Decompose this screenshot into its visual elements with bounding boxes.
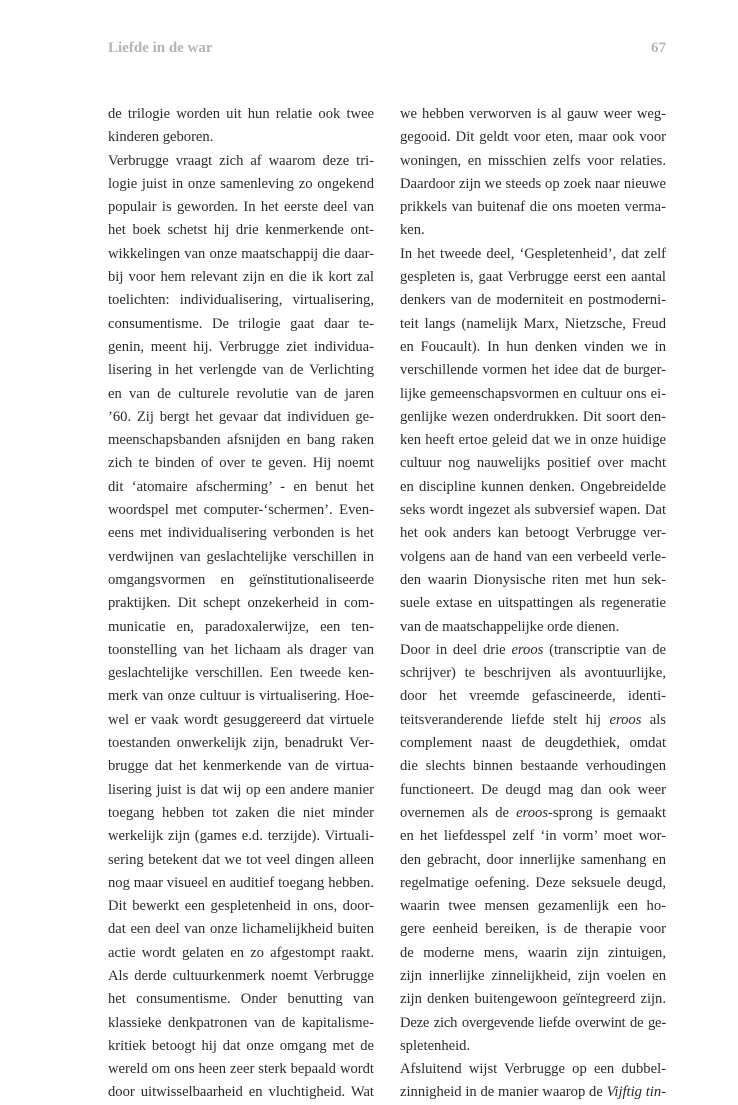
text-segment: teit langs (namelijk Marx, Nietzsche, Freud: [400, 315, 666, 332]
text-segment: wereld om ons heen zeer sterk bepaald wordt: [108, 1061, 374, 1078]
text-line: [108, 872, 374, 895]
text-segment: de trilogie worden uit hun relatie ook twee: [108, 106, 374, 122]
text-line: [108, 476, 374, 499]
right-column: [400, 103, 666, 1105]
text-segment: verschillende vormen het idee dat de burger-: [400, 362, 666, 379]
text-segment: Als derde cultuurkenmerk noemt Verbrugge: [108, 967, 374, 984]
running-header: [108, 40, 666, 62]
text-line: [400, 243, 666, 266]
text-line: [400, 336, 666, 359]
text-segment: brugge dat het kenmerkende van de virtua-: [108, 758, 374, 775]
text-segment: gere eenheid bereiken, is de therapie voor: [400, 921, 666, 938]
text-line: [108, 1058, 374, 1081]
text-line: [400, 709, 666, 732]
text-line: [108, 779, 374, 802]
text-segment: meenschapsbanden afsnijden en bang raken: [108, 432, 374, 449]
text-line: [400, 942, 666, 965]
text-line: [108, 243, 374, 266]
text-line: [108, 546, 374, 569]
text-segment: toonstelling van het lichaam als drager van: [108, 641, 374, 658]
text-line: [400, 755, 666, 778]
text-segment: Deze zich overgevende liefde overwint de ge-: [400, 1014, 666, 1031]
text-line: [400, 406, 666, 429]
text-segment: Daardoor zijn we steeds op zoek naar nieuwe: [400, 175, 666, 192]
italic-term: eroos: [511, 641, 544, 658]
text-line: [108, 616, 374, 639]
text-segment: van de maatschappelijke orde dienen.: [400, 618, 620, 635]
text-segment: toestanden onwerkelijk zijn, benadrukt Ver-: [108, 735, 374, 752]
text-line: [400, 150, 666, 173]
text-line: [108, 150, 374, 173]
text-segment: wikkelingen van onze maatschappij die daar-: [108, 245, 374, 262]
text-line: [108, 755, 374, 778]
text-line: [108, 126, 374, 149]
text-segment: geslachtelijke verschillen. Een tweede ken-: [108, 665, 374, 682]
text-segment: wel er vaak wordt gesuggereerd dat virtuele: [108, 711, 374, 728]
text-line: [108, 1035, 374, 1058]
text-line: [400, 313, 666, 336]
text-line: [400, 1012, 666, 1035]
text-segment: (transcriptie van de: [543, 641, 666, 658]
text-line: [108, 662, 374, 685]
text-segment: het consumentisme. Onder benutting van: [108, 991, 374, 1008]
text-line: [108, 685, 374, 708]
text-segment: als: [641, 711, 666, 728]
text-line: [400, 476, 666, 499]
text-segment: die slechts binnen bestaande verhoudingen: [400, 758, 666, 775]
text-segment: Door in deel drie: [400, 641, 512, 658]
text-segment: zijn innerlijke zinnelijkheid, zijn voelen en: [400, 967, 666, 984]
text-line: [108, 219, 374, 242]
text-segment: genin, meent hij. Verbrugge ziet individua-: [108, 338, 374, 355]
text-segment: praktijken. Dit schept onzekerheid in com-: [108, 595, 374, 612]
text-segment: sering betekent dat we tot veel dingen alleen: [108, 851, 374, 868]
text-segment: gegooid. Dit geldt voor eten, maar ook voor: [400, 129, 666, 146]
text-segment: Dit bewerkt een gespletenheid in ons, door-: [108, 898, 374, 915]
text-segment: populair is geworden. In het eerste deel van: [108, 199, 374, 216]
text-segment: we hebben verworven is al gauw weer weg-: [400, 106, 666, 122]
text-line: [108, 732, 374, 755]
text-segment: lisering juist is dat wij op een andere manier: [108, 781, 374, 798]
text-line: [108, 499, 374, 522]
text-segment: ’60. Zij bergt het gevaar dat individuen ge-: [108, 408, 374, 425]
text-line: [400, 616, 666, 639]
text-segment: zijn denken buitengewoon geïntegreerd zijn.: [400, 991, 666, 1008]
text-segment: seks wordt ingezet als subversief wapen. Dat: [400, 502, 666, 519]
text-line: [400, 522, 666, 545]
text-line: [400, 429, 666, 452]
text-segment: dat een deel van onze lichamelijkheid buiten: [108, 921, 374, 938]
text-segment: en het liefdesspel zelf ‘in vorm’ moet wor-: [400, 828, 666, 845]
text-line: [400, 569, 666, 592]
left-column: [108, 103, 374, 1105]
text-line: [400, 965, 666, 988]
text-segment: Verbrugge vraagt zich af waarom deze tri-: [108, 152, 374, 169]
text-line: [400, 1058, 666, 1081]
text-segment: zinnigheid in de manier waarop de: [400, 1084, 607, 1101]
text-segment: toelichten: individualisering, virtualisering,: [108, 292, 374, 309]
text-segment: municatie en, paradoxalerwijze, een ten-: [108, 618, 374, 635]
text-segment: en van de culturele revolutie van de jaren: [108, 385, 374, 402]
page-number: 67: [651, 40, 666, 56]
text-line: [400, 266, 666, 289]
text-segment: -sprong is gemaakt: [548, 804, 666, 821]
text-segment: suele extase en uitspattingen als regeneratie: [400, 595, 666, 612]
text-segment: den gebracht, door innerlijke samenhang en: [400, 851, 666, 868]
text-line: [400, 825, 666, 848]
text-line: [400, 685, 666, 708]
text-line: [108, 825, 374, 848]
text-columns: [108, 103, 666, 1105]
text-line: [400, 988, 666, 1011]
text-segment: logie juist in onze samenleving zo ongekend: [108, 175, 374, 192]
text-line: [400, 895, 666, 918]
text-line: [108, 359, 374, 382]
text-line: [108, 639, 374, 662]
text-segment: denkers van de moderniteit en postmoderni-: [400, 292, 666, 309]
text-line: [400, 849, 666, 872]
text-segment: woningen, en misschien zelfs voor relaties.: [400, 152, 666, 169]
text-segment: actie wordt gelaten en zo afgestompt raakt.: [108, 944, 374, 961]
text-segment: overnemen als de: [400, 804, 517, 821]
text-line: [108, 802, 374, 825]
text-line: [108, 988, 374, 1011]
text-line: [108, 173, 374, 196]
text-line: [108, 452, 374, 475]
text-segment: toegang hebben tot zaken die niet minder: [108, 804, 374, 821]
running-title: Liefde in de war: [108, 40, 213, 56]
italic-term: eroos: [516, 804, 549, 821]
text-line: [400, 173, 666, 196]
text-segment: cultuur nog nauwelijks positief over macht: [400, 455, 666, 472]
text-line: [400, 499, 666, 522]
italic-term: eroos: [609, 711, 642, 728]
text-segment: spletenheid.: [400, 1037, 471, 1054]
text-line: [108, 942, 374, 965]
text-segment: functioneert. De deugd mag dan ook weer: [400, 781, 666, 798]
text-segment: regelmatige oefening. Deze seksuele deugd,: [400, 874, 666, 891]
text-line: [400, 196, 666, 219]
text-line: [108, 569, 374, 592]
text-segment: schrijver) te beschrijven als avontuurlijke,: [400, 665, 666, 682]
text-line: [108, 429, 374, 452]
text-line: [400, 546, 666, 569]
text-line: [400, 383, 666, 406]
italic-term: Vijftig tin-: [606, 1084, 666, 1101]
text-segment: lisering in het verlengde van de Verlichting: [108, 362, 374, 379]
text-segment: merk van onze cultuur is virtualisering. Hoe-: [108, 688, 374, 705]
text-line: [108, 196, 374, 219]
text-segment: In het tweede deel, ‘Gespletenheid’, dat zelf: [400, 245, 666, 262]
text-segment: gespleten is, gaat Verbrugge eerst een aantal: [400, 269, 666, 286]
text-line: [108, 336, 374, 359]
text-line: [400, 1035, 666, 1058]
text-segment: prikkels van buitenaf die ons moeten verma-: [400, 199, 666, 216]
text-segment: nog maar visueel en auditief toegang hebben.: [108, 874, 374, 891]
text-segment: waarin twee mensen gezamenlijk een ho-: [400, 898, 666, 915]
text-segment: klassieke denkpatronen van de kapitalisme-: [108, 1014, 374, 1031]
text-segment: complement naast de deugdethiek, omdat: [400, 735, 666, 752]
text-segment: teitsveranderende liefde stelt hij: [400, 711, 610, 728]
text-line: [400, 802, 666, 825]
text-segment: door het vreemde gefascineerde, identi-: [400, 688, 666, 705]
text-line: [108, 709, 374, 732]
text-line: [400, 219, 666, 242]
text-segment: zich te binden of over te geven. Hij noemt: [108, 455, 374, 472]
text-segment: werkelijk zijn (games e.d. terzijde). Virtuali-: [108, 828, 374, 845]
text-segment: het boek schetst hij drie kenmerkende ont-: [108, 222, 374, 239]
text-line: [400, 592, 666, 615]
text-segment: volgens aan de hand van een verbeeld verle-: [400, 548, 666, 565]
text-line: [400, 639, 666, 662]
text-line: [400, 779, 666, 802]
text-line: [108, 918, 374, 941]
text-segment: omgangsvormen en geïnstitutionaliseerde: [108, 571, 374, 588]
text-segment: de moderne mens, waarin zijn zintuigen,: [400, 944, 666, 961]
text-line: [400, 359, 666, 382]
text-segment: verdwijnen van geslachtelijke verschillen in: [108, 548, 374, 565]
text-line: [400, 452, 666, 475]
text-segment: door uitwisselbaarheid en vluchtigheid. Wat: [108, 1084, 374, 1101]
text-segment: en discipline kunnen denken. Ongebreidelde: [400, 478, 666, 495]
text-line: [108, 849, 374, 872]
text-line: [108, 895, 374, 918]
text-line: [400, 1081, 666, 1104]
text-line: [108, 383, 374, 406]
text-line: [108, 289, 374, 312]
text-segment: bij voor hem relevant zijn en die ik kort zal: [108, 269, 374, 286]
text-segment: Afsluitend wijst Verbrugge op een dubbel-: [400, 1061, 666, 1078]
text-segment: woordspel met computer-‘schermen’. Even-: [108, 502, 374, 519]
text-line: [400, 289, 666, 312]
text-line: [400, 872, 666, 895]
text-line: [400, 732, 666, 755]
text-segment: kritiek betoogt hij dat onze omgang met de: [108, 1037, 374, 1054]
text-segment: ken heeft ertoe geleid dat we in onze huidige: [400, 432, 666, 449]
text-line: [108, 592, 374, 615]
text-segment: kinderen geboren.: [108, 129, 214, 146]
text-line: [400, 918, 666, 941]
text-line: [108, 1081, 374, 1104]
text-line: [400, 103, 666, 126]
text-line: [108, 266, 374, 289]
text-segment: het ook anders kan betoogt Verbrugge ver-: [400, 525, 666, 542]
text-segment: den waarin Dionysische riten met hun sek-: [400, 571, 666, 588]
text-segment: lijke gemeenschapsvormen en cultuur ons ei-: [400, 385, 666, 402]
text-segment: genlijke wezen onderdrukken. Dit soort den-: [400, 408, 666, 425]
text-line: [400, 126, 666, 149]
text-segment: eens met individualisering verbonden is het: [108, 525, 374, 542]
text-line: [108, 965, 374, 988]
text-line: [108, 522, 374, 545]
text-segment: dit ‘atomaire afscherming’ - en benut het: [108, 478, 374, 495]
text-line: [108, 1012, 374, 1035]
text-line: [108, 406, 374, 429]
text-line: [400, 662, 666, 685]
text-line: [108, 103, 374, 126]
text-segment: ken.: [400, 222, 425, 239]
text-segment: en Foucault). In hun denken vinden we in: [400, 338, 666, 355]
text-line: [108, 313, 374, 336]
text-segment: consumentisme. De trilogie gaat daar te-: [108, 315, 374, 332]
